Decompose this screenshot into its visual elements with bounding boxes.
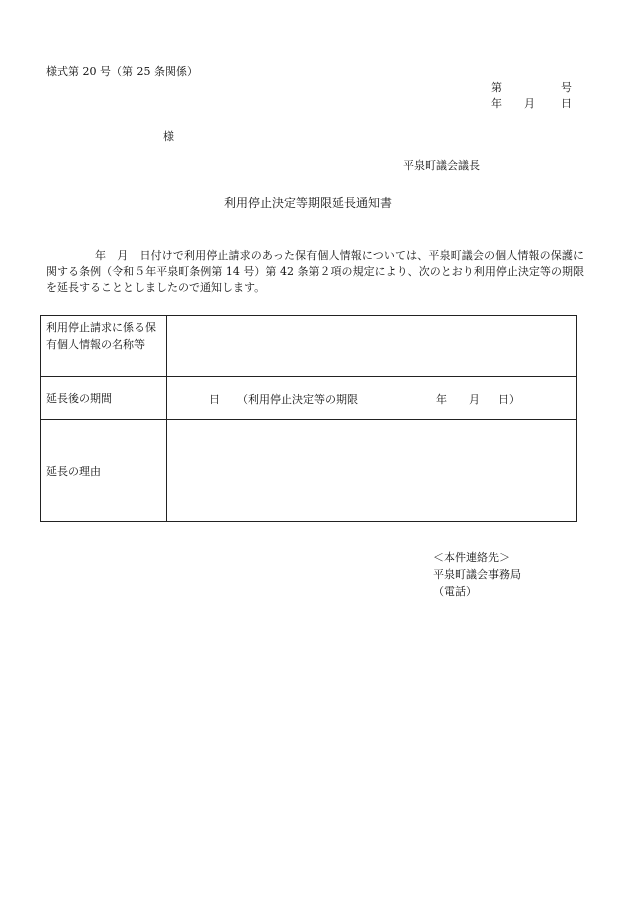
sender: 平泉町議会議長 [403,159,480,172]
contact-heading: ＜本件連絡先＞ [433,551,510,564]
table-row-name [41,316,577,377]
period-year: 年 [436,393,447,406]
doc-number-label: 第 [491,81,502,94]
period-day-close: 日） [498,393,520,406]
date-day: 日 [561,97,572,110]
row-period-label: 延長後の期間 [41,377,167,420]
form-number: 様式第 20 号（第 25 条関係） [46,65,198,78]
row-reason-value [167,420,577,522]
contact-office: 平泉町議会事務局 [433,568,521,581]
table-row-period [41,377,577,420]
row-name-label: 利用停止請求に係る保有個人情報の名称等 [41,316,167,377]
date-month: 月 [524,97,535,110]
info-table [40,315,577,522]
date-year: 年 [491,97,502,110]
addressee-suffix: 様 [163,130,174,143]
page-title: 利用停止決定等期限延長通知書 [224,196,393,210]
period-deadline-label: （利用停止決定等の期限 [237,393,358,406]
row-period-value [167,377,577,420]
doc-number-suffix: 号 [561,81,572,94]
period-month: 月 [469,393,480,406]
period-day: 日 [209,393,220,406]
table-row-reason [41,420,577,522]
contact-phone: （電話） [433,585,477,598]
body-text: 年 月 日付けで利用停止請求のあった保有個人情報については、平泉町議会の個人情報の保護に関する条例（令和５年平泉町条例第 14 号）第 42 条第２項の規定により、次のとおり利用停止決定等の期限を延長することとしましたので通知します。 [46,249,584,294]
row-reason-label: 延長の理由 [41,420,167,522]
row-name-value [167,316,577,377]
